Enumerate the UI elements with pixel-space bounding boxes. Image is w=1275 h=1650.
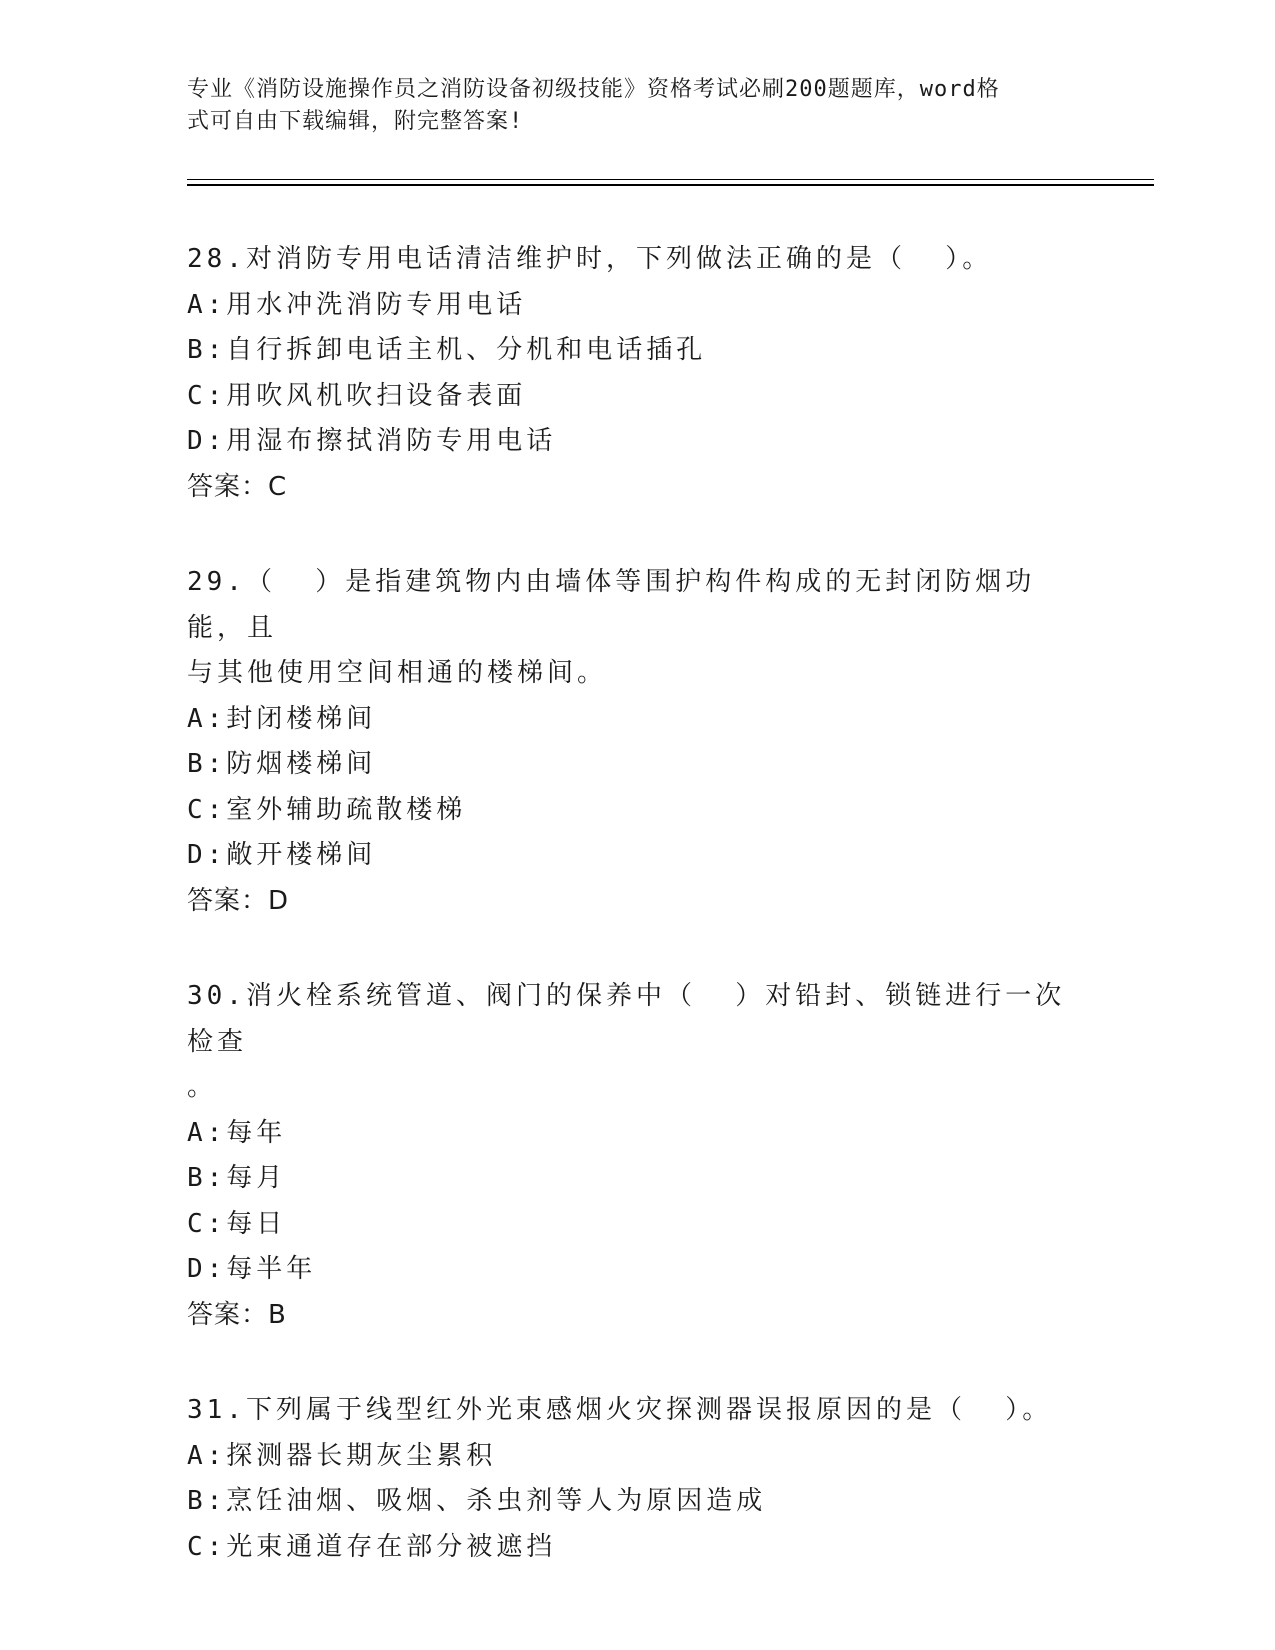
document-header xyxy=(187,74,1067,138)
question-stem-continued: 与其他使用空间相通的楼梯间。 xyxy=(187,658,608,688)
question-stem: 29.（ ）是指建筑物内由墙体等围护构件构成的无封闭防烟功能，且 xyxy=(187,567,1036,643)
option-c: C:光束通道存在部分被遮挡 xyxy=(187,1531,557,1562)
question-stem: 31.下列属于线型红外光束感烟火灾探测器误报原因的是（ ）。 xyxy=(187,1395,1053,1425)
option-a: A:每年 xyxy=(187,1117,287,1148)
option-a: A:探测器长期灰尘累积 xyxy=(187,1440,497,1471)
question-31 xyxy=(187,1388,1087,1570)
question-list xyxy=(187,237,1087,1620)
option-b: B:自行拆卸电话主机、分机和电话插孔 xyxy=(187,335,707,365)
option-a: A:封闭楼梯间 xyxy=(187,703,377,734)
question-30 xyxy=(187,974,1087,1338)
header-divider xyxy=(187,179,1154,186)
option-c: C:用吹风机吹扫设备表面 xyxy=(187,380,527,411)
answer-line: 答案：B xyxy=(187,1299,287,1330)
option-a: A:用水冲洗消防专用电话 xyxy=(187,289,527,320)
question-stem: 28.对消防专用电话清洁维护时，下列做法正确的是（ ）。 xyxy=(187,244,993,274)
answer-line: 答案：D xyxy=(187,885,290,916)
question-28 xyxy=(187,237,1087,510)
option-b: B:烹饪油烟、吸烟、杀虫剂等人为原因造成 xyxy=(187,1486,767,1516)
option-c: C:每日 xyxy=(187,1208,287,1239)
header-line-2: 式可自由下载编辑，附完整答案! xyxy=(187,109,524,134)
option-c: C:室外辅助疏散楼梯 xyxy=(187,794,467,825)
answer-line: 答案：C xyxy=(187,471,288,502)
option-b: B:防烟楼梯间 xyxy=(187,749,377,779)
option-d: D:用湿布擦拭消防专用电话 xyxy=(187,426,557,456)
option-b: B:每月 xyxy=(187,1163,287,1193)
question-29 xyxy=(187,560,1087,924)
header-line-1: 专业《消防设施操作员之消防设备初级技能》资格考试必刷200题题库，word格 xyxy=(187,77,1000,102)
question-stem: 30.消火栓系统管道、阀门的保养中（ ）对铅封、锁链进行一次检查 xyxy=(187,981,1066,1057)
option-d: D:每半年 xyxy=(187,1254,317,1284)
question-stem-continued: 。 xyxy=(187,1072,218,1102)
option-d: D:敞开楼梯间 xyxy=(187,840,377,870)
